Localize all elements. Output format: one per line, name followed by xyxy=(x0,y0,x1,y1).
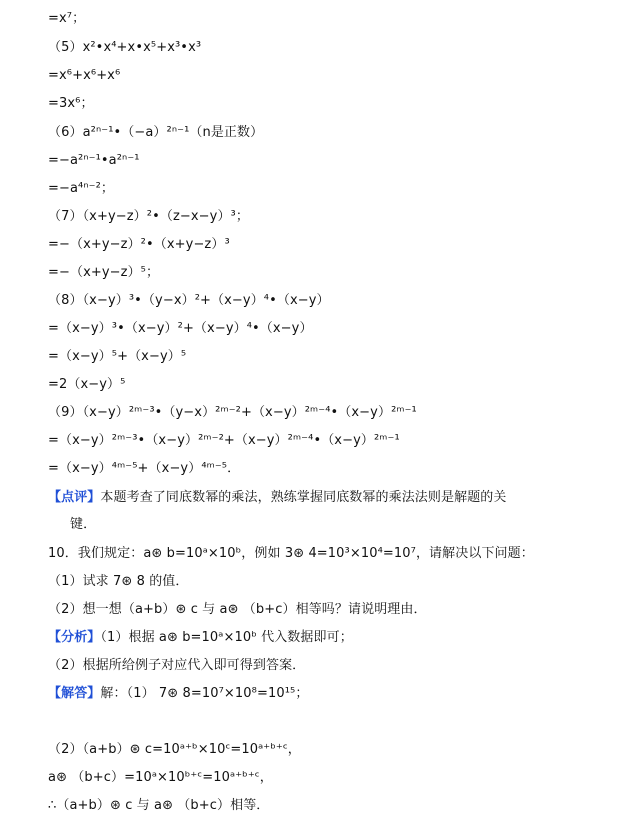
comment-tag: 【点评】 xyxy=(48,490,101,505)
analysis-paragraph xyxy=(48,629,353,647)
math-line: （8）（x−y）³•（y−x）²+（x−y）⁴•（x−y） xyxy=(48,293,330,308)
math-line: =（x−y）⁵+（x−y）⁵ xyxy=(48,349,187,364)
comment-text: 本题考查了同底数幂的乘法，熟练掌握同底数幂的乘法法则是解题的关 xyxy=(100,490,507,505)
math-line: =（x−y）²ᵐ⁻³•（x−y）²ᵐ⁻²+（x−y）²ᵐ⁻⁴•（x−y）²ᵐ⁻¹ xyxy=(48,433,400,448)
math-line: =−a⁴ⁿ⁻²； xyxy=(48,181,115,196)
math-line: =3x⁶； xyxy=(48,96,94,111)
answer-text-3: a⊛ （b+c）=10ᵃ×10ᵇ⁺ᶜ=10ᵃ⁺ᵇ⁺ᶜ， xyxy=(48,770,273,785)
answer-text-2: （2）（a+b）⊛ c=10ᵃ⁺ᵇ×10ᶜ=10ᵃ⁺ᵇ⁺ᶜ， xyxy=(48,742,301,757)
analysis-text-2: （2）根据所给例子对应代入即可得到答案． xyxy=(48,658,306,673)
answer-text-4: ∴（a+b）⊛ c 与 a⊛ （b+c）相等． xyxy=(48,798,270,813)
analysis-text-1: （1）根据 a⊛ b=10ᵃ×10ᵇ 代入数据即可； xyxy=(100,630,353,645)
math-line: =−（x+y−z）⁵； xyxy=(48,265,160,280)
math-line: =（x−y）³•（x−y）²+（x−y）⁴•（x−y） xyxy=(48,321,313,336)
question-10-part-2: （2）想一想（a+b）⊛ c 与 a⊛ （b+c）相等吗？请说明理由． xyxy=(48,602,427,617)
comment-text-continued: 键． xyxy=(70,517,97,532)
math-line: =−a²ⁿ⁻¹•a²ⁿ⁻¹ xyxy=(48,153,140,168)
math-line: =x⁶+x⁶+x⁶ xyxy=(48,68,121,83)
math-line: （6）a²ⁿ⁻¹•（−a）²ⁿ⁻¹（n是正数） xyxy=(48,125,264,140)
math-line: =（x−y）⁴ᵐ⁻⁵+（x−y）⁴ᵐ⁻⁵． xyxy=(48,461,241,476)
comment-paragraph xyxy=(48,489,507,507)
question-10-part-1: （1）试求 7⊛ 8 的值． xyxy=(48,574,189,589)
math-line: （9）（x−y）²ᵐ⁻³•（y−x）²ᵐ⁻²+（x−y）²ᵐ⁻⁴•（x−y）²ᵐ⁻¹ xyxy=(48,405,417,420)
math-line: =2（x−y）⁵ xyxy=(48,377,126,392)
answer-text-1: 解：（1） 7⊛ 8=10⁷×10⁸=10¹⁵； xyxy=(100,686,309,701)
math-line: =−（x+y−z）²•（x+y−z）³ xyxy=(48,237,230,252)
math-line: （7）（x+y−z）²•（z−x−y）³； xyxy=(48,209,249,224)
answer-tag: 【解答】 xyxy=(48,686,101,701)
question-10-stem: 10．我们规定：a⊛ b=10ᵃ×10ᵇ，例如 3⊛ 4=10³×10⁴=10⁷，请解决以下问题： xyxy=(48,546,534,561)
math-line: （5）x²•x⁴+x•x⁵+x³•x³ xyxy=(48,40,202,55)
math-line: =x⁷； xyxy=(48,11,86,26)
analysis-tag: 【分析】 xyxy=(48,630,101,645)
answer-paragraph xyxy=(48,685,308,703)
